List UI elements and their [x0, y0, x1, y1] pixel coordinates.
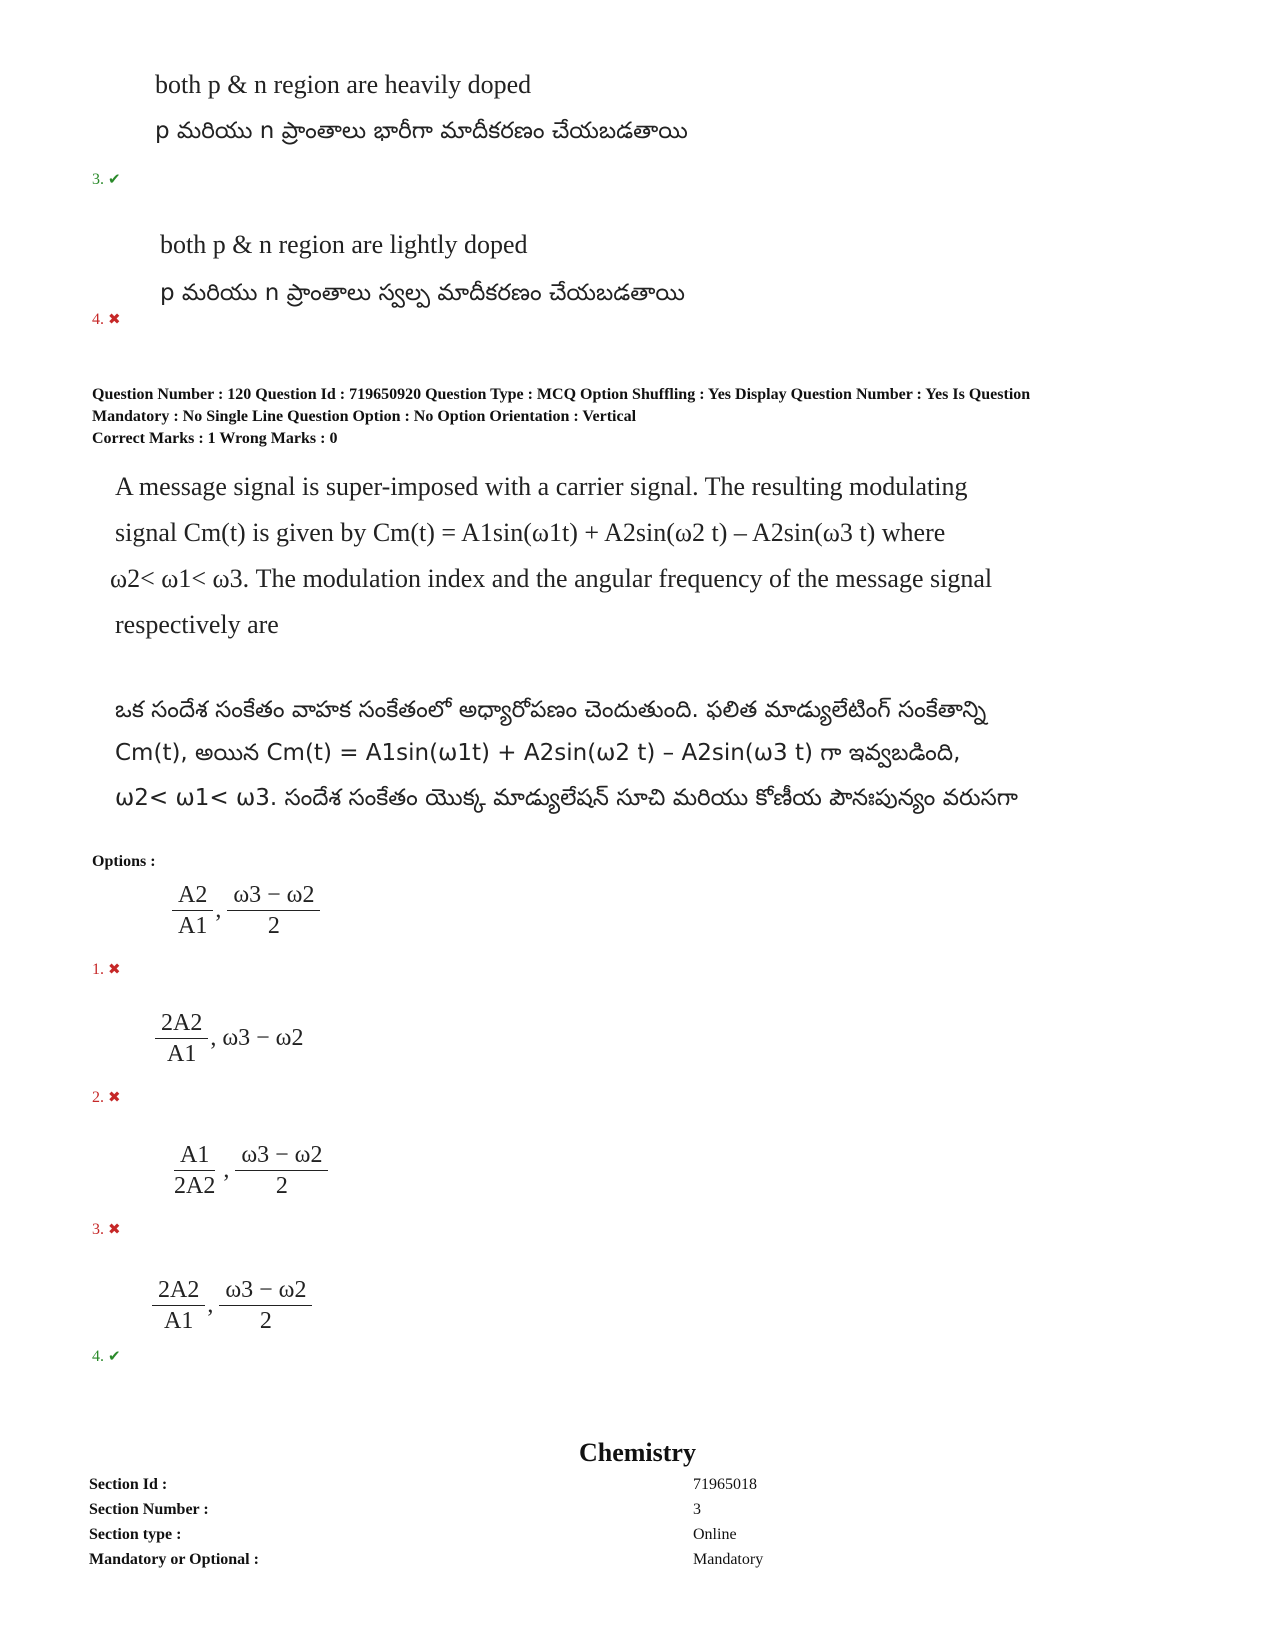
section-row-value: Mandatory [693, 1551, 764, 1568]
option-number: 4. [92, 311, 104, 328]
option-1-marker [92, 960, 121, 979]
fraction [152, 1275, 205, 1336]
cross-icon: ✖ [108, 1222, 121, 1238]
section-row-value: 3 [693, 1501, 701, 1518]
denominator: 2 [259, 1308, 272, 1334]
fraction [155, 1008, 208, 1069]
option-3-formula: $\frac{A1}{2A2}$ , $\frac{\omega 3 - \omega 2}{2}$ [168, 1140, 328, 1201]
formula-term: ω3 − ω2 [222, 1025, 304, 1051]
option-3-marker [92, 1220, 121, 1239]
question-en-line-4: respectively are [115, 610, 279, 639]
prev-option-3-marker [92, 170, 121, 189]
section-row-key: Section Number : [89, 1501, 209, 1518]
question-meta-line-2: Mandatory : No Single Line Question Option : No Option Orientation : Vertical [92, 408, 637, 425]
prev-option-3-telugu: p మరియు n ప్రాంతాలు భారీగా మాదీకరణం చేయబడతాయి [155, 118, 688, 144]
numerator: 2A2 [152, 1275, 205, 1306]
fraction [168, 1140, 221, 1201]
option-2-marker [92, 1088, 121, 1107]
denominator: A1 [167, 1041, 197, 1067]
option-1-formula: $\frac{A2}{A1}$ , $\frac{\omega 3 - \omega 2}{2}$ [172, 880, 320, 941]
fraction [235, 1140, 328, 1201]
option-number: 3. [92, 171, 104, 188]
section-row-value: Online [693, 1526, 737, 1543]
check-icon: ✔ [108, 1349, 121, 1365]
cross-icon: ✖ [108, 962, 121, 978]
numerator: A1 [174, 1140, 215, 1171]
question-te-line-1: ఒక సందేశ సంకేతం వాహక సంకేతంలో అధ్యారోపణం చెందుతుంది. ఫలిత మాడ్యులేటింగ్ సంకేతాన్ని [115, 697, 987, 723]
prev-option-3-english: both p & n region are heavily doped [155, 70, 532, 99]
option-4-marker [92, 1347, 121, 1366]
question-te-line-2: Cm(t), అయిన Cm(t) = A1sin(ω1t) + A2sin(ω2 t) – A2sin(ω3 t) గా ఇవ్వబడింది, [115, 740, 961, 766]
prev-option-4-english: both p & n region are lightly doped [160, 230, 528, 259]
section-row-value: 71965018 [693, 1476, 757, 1493]
denominator: 2A2 [174, 1173, 216, 1199]
question-te-line-3: ω2< ω1< ω3. సందేశ సంకేతం యొక్క మాడ్యులేషన్ సూచి మరియు కోణీయ పౌనఃపున్యం వరుసగా [115, 785, 1018, 811]
cross-icon: ✖ [108, 1090, 121, 1106]
denominator: 2 [267, 913, 280, 939]
prev-option-4-telugu: p మరియు n ప్రాంతాలు స్వల్ప మాదీకరణం చేయబడతాయి [160, 280, 685, 306]
option-number: 2. [92, 1089, 104, 1106]
numerator: ω3 − ω2 [227, 880, 320, 911]
question-en-line-1: A message signal is super-imposed with a carrier signal. The resulting modulating [115, 472, 968, 501]
option-number: 3. [92, 1221, 104, 1238]
numerator: ω3 − ω2 [235, 1140, 328, 1171]
section-row-key: Section type : [89, 1526, 182, 1543]
section-row-key: Mandatory or Optional : [89, 1551, 259, 1568]
numerator: 2A2 [155, 1008, 208, 1039]
option-number: 1. [92, 961, 104, 978]
denominator: A1 [178, 913, 208, 939]
question-en-line-3: ω2< ω1< ω3. The modulation index and the angular frequency of the message signal [110, 564, 993, 593]
numerator: ω3 − ω2 [219, 1275, 312, 1306]
check-icon: ✔ [108, 172, 121, 188]
question-meta-line-1: Question Number : 120 Question Id : 719650920 Question Type : MCQ Option Shuffling : Yes Display Question Number : Yes Is Question [92, 386, 1031, 403]
section-title: Chemistry [579, 1438, 696, 1467]
denominator: 2 [275, 1173, 288, 1199]
prev-option-4-marker [92, 310, 121, 329]
denominator: A1 [164, 1308, 194, 1334]
fraction [227, 880, 320, 941]
section-row-key: Section Id : [89, 1476, 168, 1493]
question-meta [92, 384, 1252, 450]
cross-icon: ✖ [108, 312, 121, 328]
options-label: Options : [92, 853, 156, 870]
option-2-formula: $\frac{2A2}{A1}$ , ω3 − ω2 [155, 1008, 303, 1069]
numerator: A2 [172, 880, 213, 911]
fraction [172, 880, 213, 941]
fraction [219, 1275, 312, 1336]
option-number: 4. [92, 1348, 104, 1365]
question-en-line-2: signal Cm(t) is given by Cm(t) = A1sin(ω1t) + A2sin(ω2 t) – A2sin(ω3 t) where [115, 518, 946, 547]
option-4-formula: $\frac{2A2}{A1}$ , $\frac{\omega 3 - \omega 2}{2}$ [152, 1275, 312, 1336]
question-marks: Correct Marks : 1 Wrong Marks : 0 [92, 430, 338, 447]
